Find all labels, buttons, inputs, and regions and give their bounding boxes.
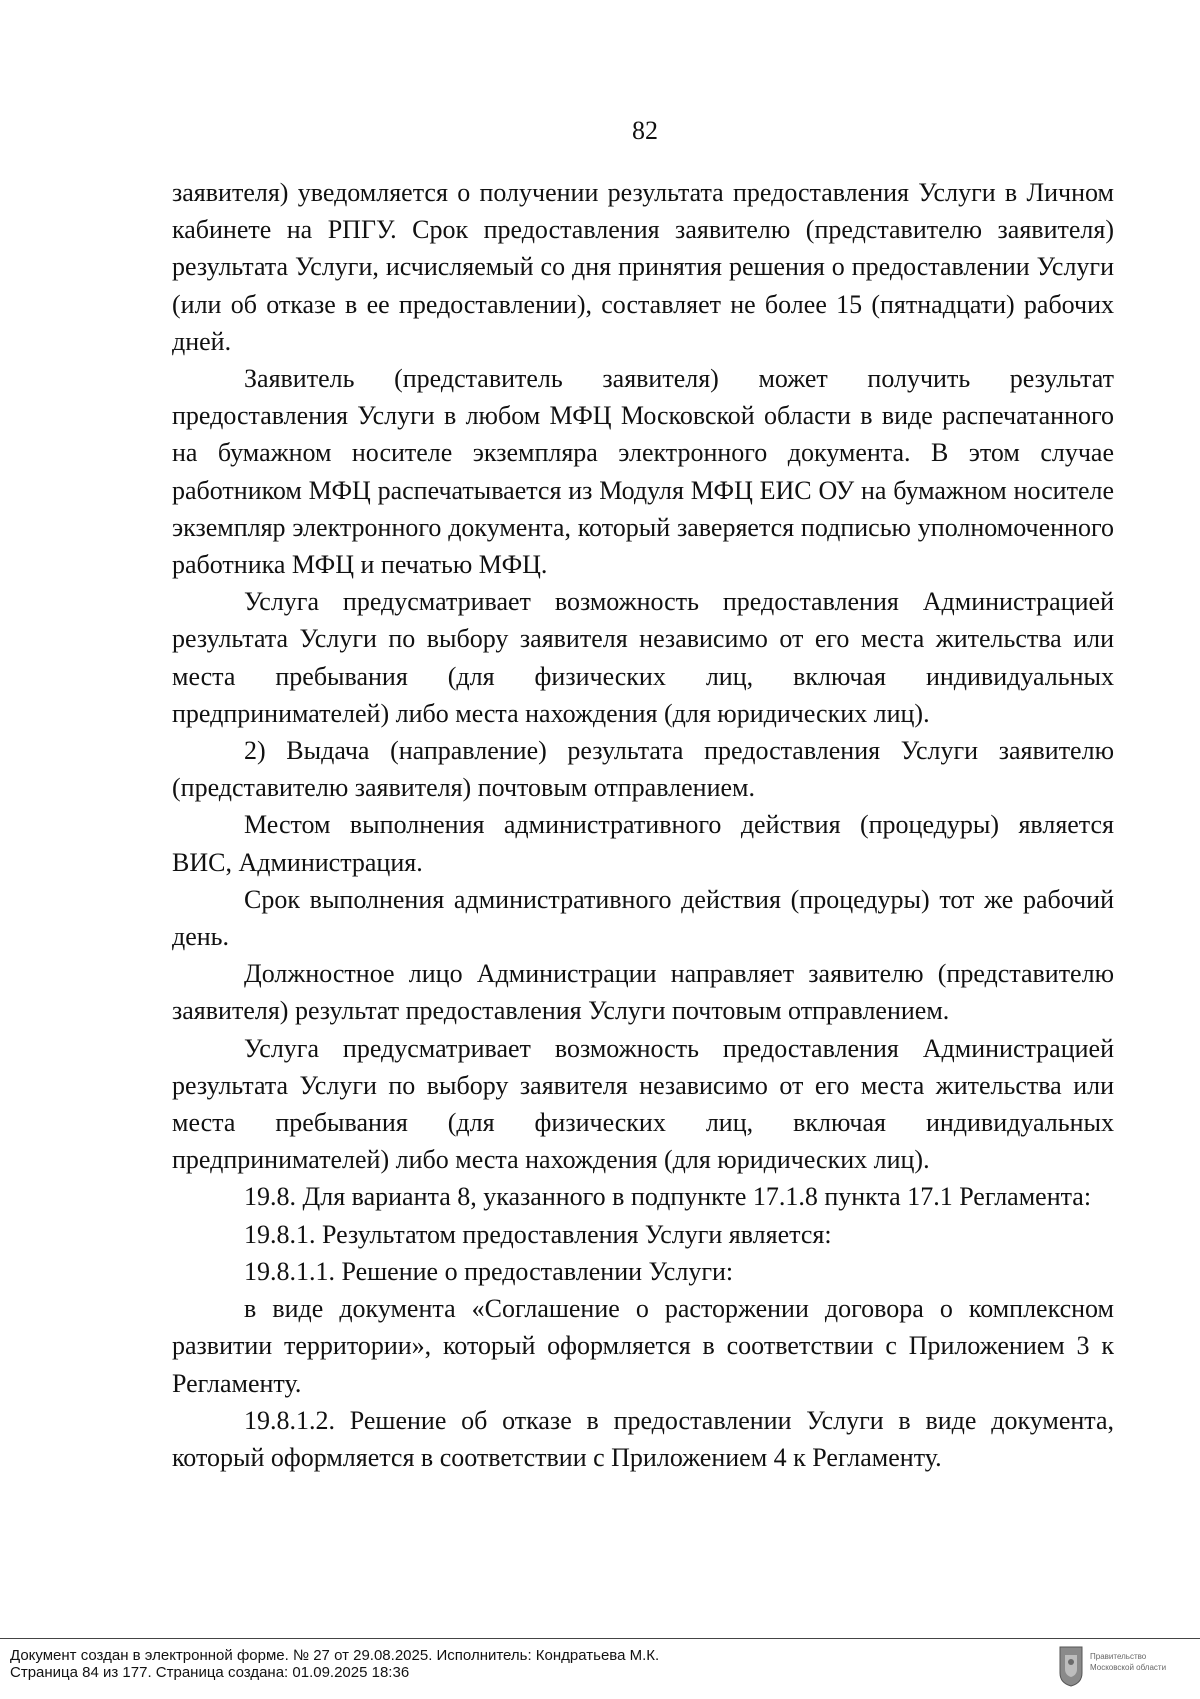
footer-line-1: Документ создан в электронной форме. № 27 от 29.08.2025. Исполнитель: Кондратьева М.К. bbox=[10, 1647, 660, 1664]
paragraph-3: Услуга предусматривает возможность предоставления Администрацией результата Услуги по выбору заявителя независимо от его места жительства или места пребывания (для физических лиц, включая индивидуальных предпринимателей) либо места нахождения (для юридических лиц). bbox=[172, 587, 1114, 728]
paragraph-4: 2) Выдача (направление) результата предоставления Услуги заявителю (представителю заявителя) почтовым отправлением. bbox=[172, 736, 1114, 803]
paragraph-10: 19.8.1. Результатом предоставления Услуги является: bbox=[244, 1219, 832, 1249]
paragraph-8: Услуга предусматривает возможность предоставления Администрацией результата Услуги по выбору заявителя независимо от его места жительства или места пребывания (для физических лиц, включая индивидуальных предпринимателей) либо места нахождения (для юридических лиц). bbox=[172, 1033, 1114, 1175]
paragraph-12: в виде документа «Соглашение о расторжении договора о комплексном развитии территории», который оформляется в соответствии с Приложением 3 к Регламенту. bbox=[172, 1294, 1114, 1398]
paragraph-6: Срок выполнения административного действия (процедуры) тот же рабочий день. bbox=[172, 884, 1114, 952]
paragraph-13: 19.8.1.2. Решение об отказе в предоставлении Услуги в виде документа, который оформляется в соответствии с Приложением 4 к Регламенту. bbox=[172, 1405, 1114, 1472]
paragraph-5: Местом выполнения административного действия (процедуры) является ВИС, Администрация. bbox=[172, 810, 1114, 877]
footer-org-line-1: Правительство bbox=[1090, 1652, 1147, 1661]
footer-line-2: Страница 84 из 177. Страница создана: 01.09.2025 18:36 bbox=[10, 1664, 410, 1681]
document-footer bbox=[0, 1638, 1200, 1699]
footer-organization bbox=[1090, 1651, 1194, 1673]
footer-org-line-2: Московской области bbox=[1090, 1663, 1167, 1672]
page-number: 82 bbox=[632, 116, 658, 145]
footer-info bbox=[10, 1647, 659, 1681]
paragraph-1: заявителя) уведомляется о получении результата предоставления Услуги в Личном кабинете на РПГУ. Срок предоставления заявителю (представителю заявителя) результата Услуги, исчисляемый со дня принятия решения о предоставлении Услуги (или об отказе в ее предоставлении), составляет не более 15 (пятнадцати) рабочих дней. bbox=[172, 178, 1114, 356]
document-body bbox=[172, 174, 1114, 1476]
paragraph-7: Должностное лицо Администрации направляет заявителю (представителю заявителя) результат предоставления Услуги почтовым отправлением. bbox=[172, 959, 1114, 1026]
paragraph-2: Заявитель (представитель заявителя) может получить результат предоставления Услуги в любом МФЦ Московской области в виде распечатанного на бумажном носителе экземпляра электронного документа. В этом случае работником МФЦ распечатывается из Модуля МФЦ ЕИС ОУ на бумажном носителе экземпляр электронного документа, который заверяется подписью уполномоченного работника МФЦ и печатью МФЦ. bbox=[172, 364, 1114, 580]
paragraph-9: 19.8. Для варианта 8, указанного в подпункте 17.1.8 пункта 17.1 Регламента: bbox=[244, 1182, 1092, 1212]
moscow-region-emblem-icon bbox=[1058, 1645, 1084, 1687]
paragraph-11: 19.8.1.1. Решение о предоставлении Услуги: bbox=[244, 1256, 734, 1286]
